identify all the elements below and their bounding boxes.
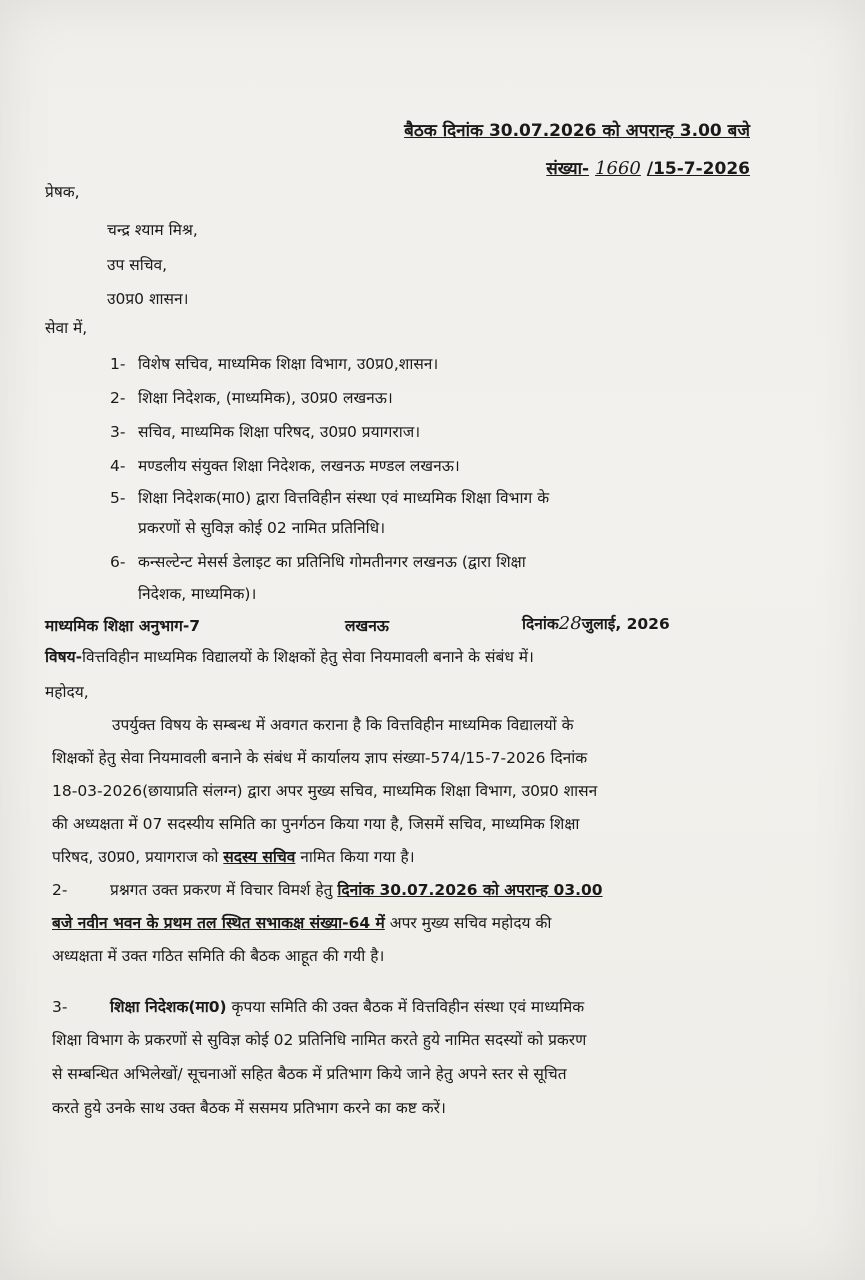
salutation: महोदय, — [45, 683, 89, 701]
letter-number — [488, 156, 750, 179]
para2-line: बजे नवीन भवन के प्रथम तल स्थित सभाकक्ष संख्या-64 में अपर मुख्य सचिव महोदय की — [52, 914, 552, 932]
date-handwritten: 28 — [558, 613, 582, 634]
meeting-venue: बजे नवीन भवन के प्रथम तल स्थित सभाकक्ष संख्या-64 में — [52, 914, 385, 932]
para1-line: की अध्यक्षता में 07 सदस्यीय समिति का पुनर्गठन किया गया है, जिसमें सचिव, माध्यमिक शिक्षा — [52, 815, 580, 833]
para3-line: 3- शिक्षा निदेशक(मा0) कृपया समिति की उक्त बैठक में वित्तविहीन संस्था एवं माध्यमिक — [52, 998, 585, 1016]
recipient-item: 2- शिक्षा निदेशक, (माध्यमिक), उ0प्र0 लखनऊ। — [110, 389, 393, 407]
sender-office: उ0प्र0 शासन। — [107, 290, 189, 308]
subject-text: वित्तविहीन माध्यमिक विद्यालयों के शिक्षकों हेतु सेवा नियमावली बनाने के संबंध में। — [82, 648, 534, 666]
sender-designation: उप सचिव, — [107, 256, 168, 274]
letter-date: दिनांक28जुलाई, 2026 — [522, 613, 670, 634]
para1-line: शिक्षकों हेतु सेवा नियमावली बनाने के संबंध में कार्यालय ज्ञाप संख्या-574/15-7-2026 दिनांक — [52, 749, 588, 767]
para3-addressee: शिक्षा निदेशक(मा0) — [110, 998, 227, 1016]
recipient-item: 4- मण्डलीय संयुक्त शिक्षा निदेशक, लखनऊ मण्डल लखनऊ। — [110, 457, 460, 475]
sender-label: प्रेषक, — [45, 183, 80, 201]
para1-line: 18-03-2026(छायाप्रति संलग्न) द्वारा अपर मुख्य सचिव, माध्यमिक शिक्षा विभाग, उ0प्र0 शासन — [52, 782, 598, 800]
place: लखनऊ — [345, 617, 389, 635]
section-name: माध्यमिक शिक्षा अनुभाग-7 — [45, 617, 201, 635]
para3-line: करते हुये उनके साथ उक्त बैठक में ससमय प्रतिभाग करने का कष्ट करें। — [52, 1099, 446, 1117]
subject-line — [45, 645, 534, 667]
meeting-line: बैठक दिनांक 30.07.2026 को अपरान्ह 3.00 बजे — [404, 121, 750, 141]
number-suffix: /15-7-2026 — [646, 159, 750, 179]
subject-label: विषय- — [45, 648, 83, 666]
para3-line: शिक्षा विभाग के प्रकरणों से सुविज्ञ कोई 02 प्रतिनिधि नामित करते हुये नामित सदस्यों को प्रकरण — [52, 1031, 587, 1049]
recipient-item-continued: प्रकरणों से सुविज्ञ कोई 02 नामित प्रतिनिधि। — [138, 519, 386, 537]
para3-line: से सम्बन्धित अभिलेखों/ सूचनाओं सहित बैठक में प्रतिभाग किये जाने हेतु अपने स्तर से सूचित — [52, 1065, 567, 1083]
recipient-item: 6- कन्सल्टेन्ट मेसर्स डेलाइट का प्रतिनिधि गोमतीनगर लखनऊ (द्वारा शिक्षा — [110, 553, 526, 571]
para1-last-line: परिषद, उ0प्र0, प्रयागराज को सदस्य सचिव नामित किया गया है। — [52, 848, 415, 866]
para2-line: 2- प्रश्नगत उक्त प्रकरण में विचार विमर्श हेतु दिनांक 30.07.2026 को अपरान्ह 03.00 — [52, 881, 603, 899]
number-prefix: संख्या- — [546, 159, 590, 179]
para2-line: अध्यक्षता में उक्त गठित समिति की बैठक आहूत की गयी है। — [52, 947, 385, 965]
recipient-item-continued: निदेशक, माध्यमिक)। — [138, 585, 257, 603]
sender-name: चन्द्र श्याम मिश्र, — [107, 221, 198, 239]
meeting-datetime: दिनांक 30.07.2026 को अपरान्ह 03.00 — [337, 881, 603, 899]
recipient-item: 5- शिक्षा निदेशक(मा0) द्वारा वित्तविहीन संस्था एवं माध्यमिक शिक्षा विभाग के — [110, 489, 550, 507]
recipients-label: सेवा में, — [45, 319, 88, 337]
para1-line: उपर्युक्त विषय के सम्बन्ध में अवगत कराना है कि वित्तविहीन माध्यमिक विद्यालयों के — [112, 716, 574, 734]
member-secretary: सदस्य सचिव — [223, 848, 296, 866]
recipient-item: 3- सचिव, माध्यमिक शिक्षा परिषद, उ0प्र0 प्रयागराज। — [110, 423, 421, 441]
number-handwritten: 1660 — [595, 158, 641, 179]
recipient-item: 1- विशेष सचिव, माध्यमिक शिक्षा विभाग, उ0प्र0,शासन। — [110, 355, 439, 373]
